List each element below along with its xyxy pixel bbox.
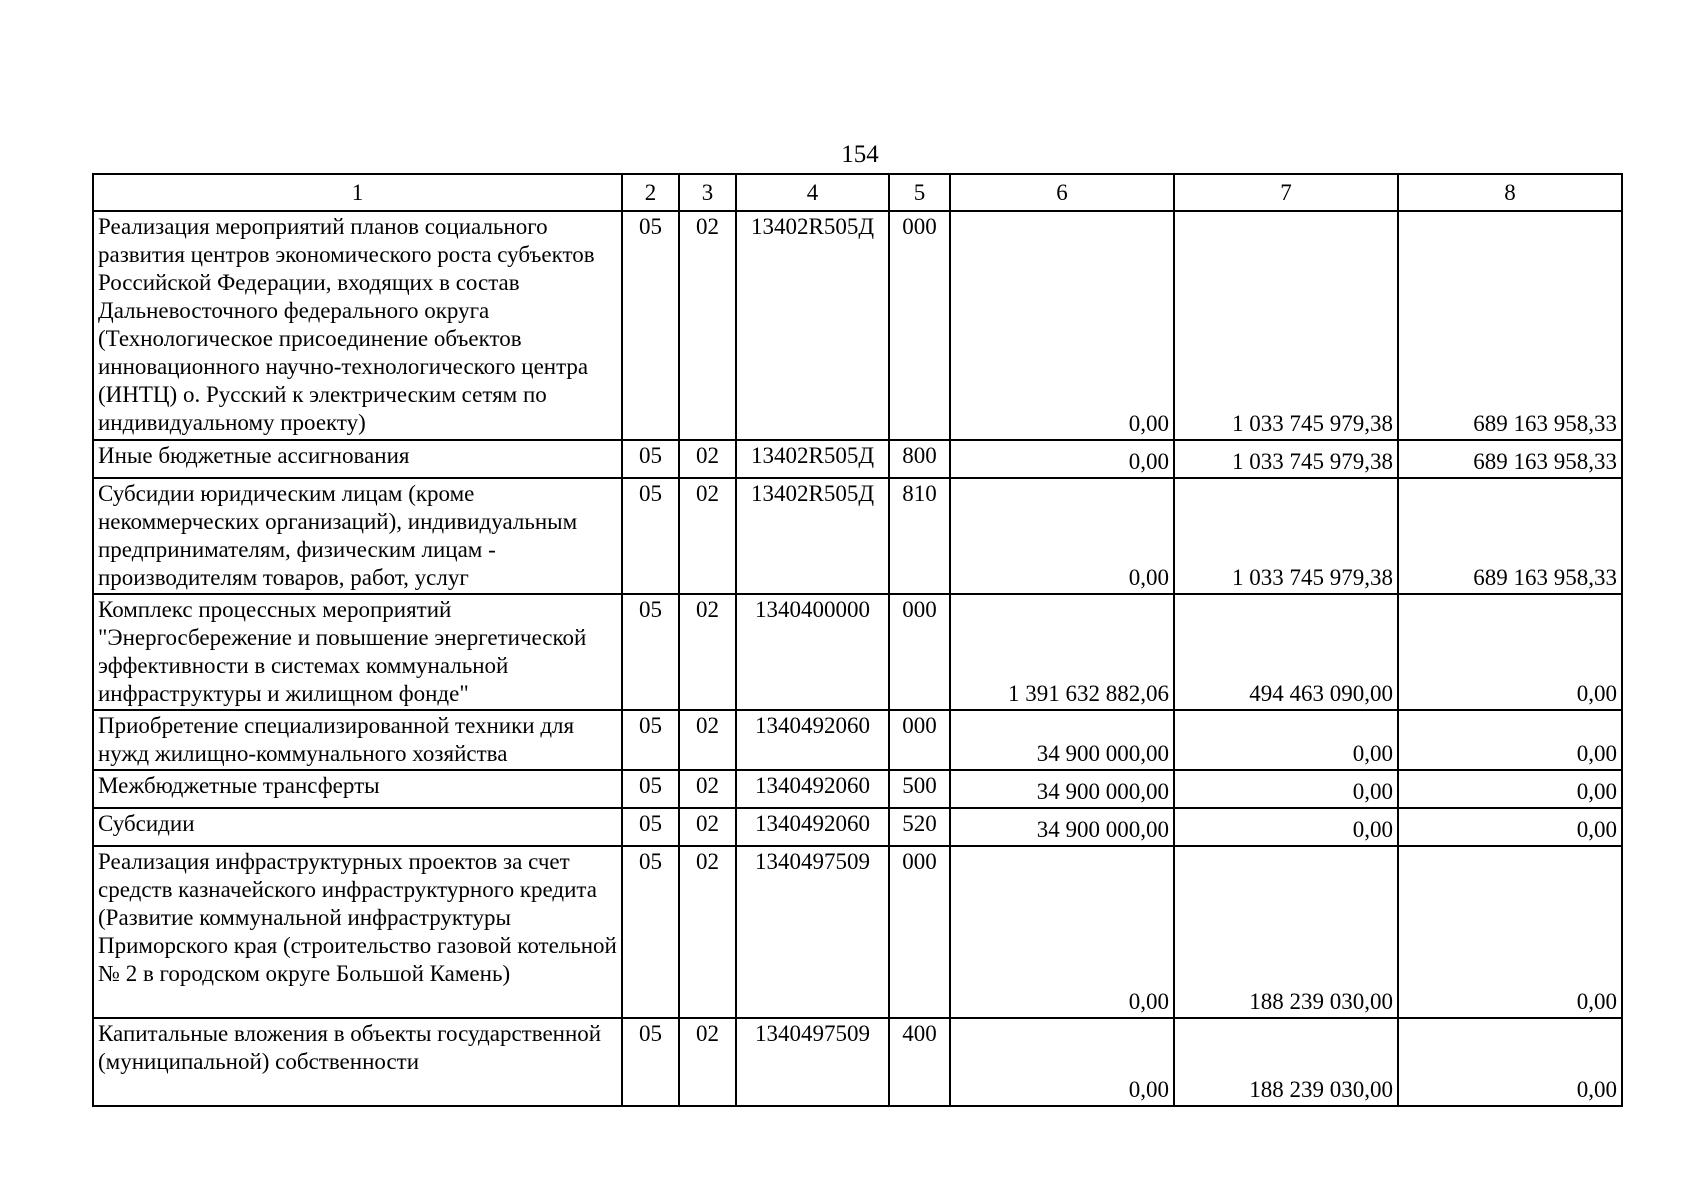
row-vr: 000	[889, 710, 950, 770]
table-row	[93, 440, 1622, 478]
row-name: Комплекс процессных мероприятий "Энергосбережение и повышение энергетической эффективности в системах коммунальной инфраструктуры и жилищном фонде"	[93, 594, 622, 710]
row-sum-2: 0,00	[1174, 808, 1398, 846]
row-pr: 02	[679, 770, 736, 808]
table-row	[93, 594, 1622, 710]
row-sum-2: 188 239 030,00	[1174, 846, 1398, 1018]
row-sum-3: 0,00	[1398, 846, 1622, 1018]
row-vr: 000	[889, 594, 950, 710]
column-header: 7	[1174, 174, 1398, 211]
table-row	[93, 808, 1622, 846]
row-sum-3: 0,00	[1398, 1018, 1622, 1106]
table-row	[93, 211, 1622, 440]
row-sum-2: 1 033 745 979,38	[1174, 440, 1398, 478]
row-name: Реализация инфраструктурных проектов за счет средств казначейского инфраструктурного кредита (Развитие коммунальной инфраструктуры Приморского края (строительство газовой котельной № 2 в городском округе Большой Камень)	[93, 846, 622, 1018]
row-csr: 1340400000	[736, 594, 889, 710]
row-sum-1: 1 391 632 882,06	[950, 594, 1174, 710]
row-csr: 1340497509	[736, 846, 889, 1018]
row-sum-1: 0,00	[950, 440, 1174, 478]
row-sum-3: 689 163 958,33	[1398, 440, 1622, 478]
table-row	[93, 710, 1622, 770]
row-csr: 13402R505Д	[736, 440, 889, 478]
row-csr: 13402R505Д	[736, 211, 889, 440]
row-pr: 02	[679, 440, 736, 478]
row-sum-1: 34 900 000,00	[950, 710, 1174, 770]
row-name: Иные бюджетные ассигнования	[93, 440, 622, 478]
row-sum-1: 34 900 000,00	[950, 770, 1174, 808]
row-rz: 05	[622, 770, 679, 808]
column-header: 1	[93, 174, 622, 211]
row-rz: 05	[622, 1018, 679, 1106]
page-number: 154	[841, 141, 879, 168]
row-pr: 02	[679, 808, 736, 846]
row-pr: 02	[679, 478, 736, 594]
row-name: Капитальные вложения в объекты государственной (муниципальной) собственности	[93, 1018, 622, 1106]
row-sum-1: 0,00	[950, 846, 1174, 1018]
row-csr: 1340497509	[736, 1018, 889, 1106]
row-rz: 05	[622, 808, 679, 846]
row-csr: 1340492060	[736, 770, 889, 808]
row-rz: 05	[622, 594, 679, 710]
row-csr: 13402R505Д	[736, 478, 889, 594]
row-vr: 810	[889, 478, 950, 594]
row-vr: 800	[889, 440, 950, 478]
row-sum-2: 0,00	[1174, 770, 1398, 808]
row-name: Субсидии юридическим лицам (кроме некоммерческих организаций), индивидуальным предпринимателям, физическим лицам - производителям товаров, работ, услуг	[93, 478, 622, 594]
row-pr: 02	[679, 594, 736, 710]
row-name: Межбюджетные трансферты	[93, 770, 622, 808]
row-rz: 05	[622, 211, 679, 440]
row-rz: 05	[622, 440, 679, 478]
column-header: 2	[622, 174, 679, 211]
row-csr: 1340492060	[736, 808, 889, 846]
budget-table	[92, 173, 1623, 1107]
row-csr: 1340492060	[736, 710, 889, 770]
row-vr: 520	[889, 808, 950, 846]
row-pr: 02	[679, 846, 736, 1018]
row-sum-2: 494 463 090,00	[1174, 594, 1398, 710]
row-sum-3: 0,00	[1398, 594, 1622, 710]
table-row	[93, 770, 1622, 808]
row-name: Приобретение специализированной техники для нужд жилищно-коммунального хозяйства	[93, 710, 622, 770]
header-row	[93, 174, 1622, 211]
row-sum-1: 0,00	[950, 1018, 1174, 1106]
row-pr: 02	[679, 710, 736, 770]
column-header: 5	[889, 174, 950, 211]
column-header: 8	[1398, 174, 1622, 211]
row-vr: 000	[889, 846, 950, 1018]
row-sum-2: 1 033 745 979,38	[1174, 478, 1398, 594]
row-pr: 02	[679, 211, 736, 440]
row-sum-1: 34 900 000,00	[950, 808, 1174, 846]
column-header: 3	[679, 174, 736, 211]
row-sum-3: 0,00	[1398, 770, 1622, 808]
row-sum-3: 0,00	[1398, 808, 1622, 846]
table-row	[93, 1018, 1622, 1106]
row-vr: 000	[889, 211, 950, 440]
row-pr: 02	[679, 1018, 736, 1106]
row-sum-3: 689 163 958,33	[1398, 211, 1622, 440]
row-sum-3: 689 163 958,33	[1398, 478, 1622, 594]
row-sum-2: 1 033 745 979,38	[1174, 211, 1398, 440]
row-sum-3: 0,00	[1398, 710, 1622, 770]
row-sum-2: 188 239 030,00	[1174, 1018, 1398, 1106]
row-name: Реализация мероприятий планов социального развития центров экономического роста субъектов Российской Федерации, входящих в состав Дальневосточного федерального округа (Технологическое присоединение объектов инновационного научно-технологического центра (ИНТЦ) о. Русский к электрическим сетям по индивидуальному проекту)	[93, 211, 622, 440]
row-sum-2: 0,00	[1174, 710, 1398, 770]
table-row	[93, 846, 1622, 1018]
row-name: Субсидии	[93, 808, 622, 846]
row-sum-1: 0,00	[950, 211, 1174, 440]
row-rz: 05	[622, 846, 679, 1018]
column-header: 4	[736, 174, 889, 211]
row-rz: 05	[622, 478, 679, 594]
column-header: 6	[950, 174, 1174, 211]
row-rz: 05	[622, 710, 679, 770]
row-vr: 500	[889, 770, 950, 808]
row-sum-1: 0,00	[950, 478, 1174, 594]
row-vr: 400	[889, 1018, 950, 1106]
table-row	[93, 478, 1622, 594]
